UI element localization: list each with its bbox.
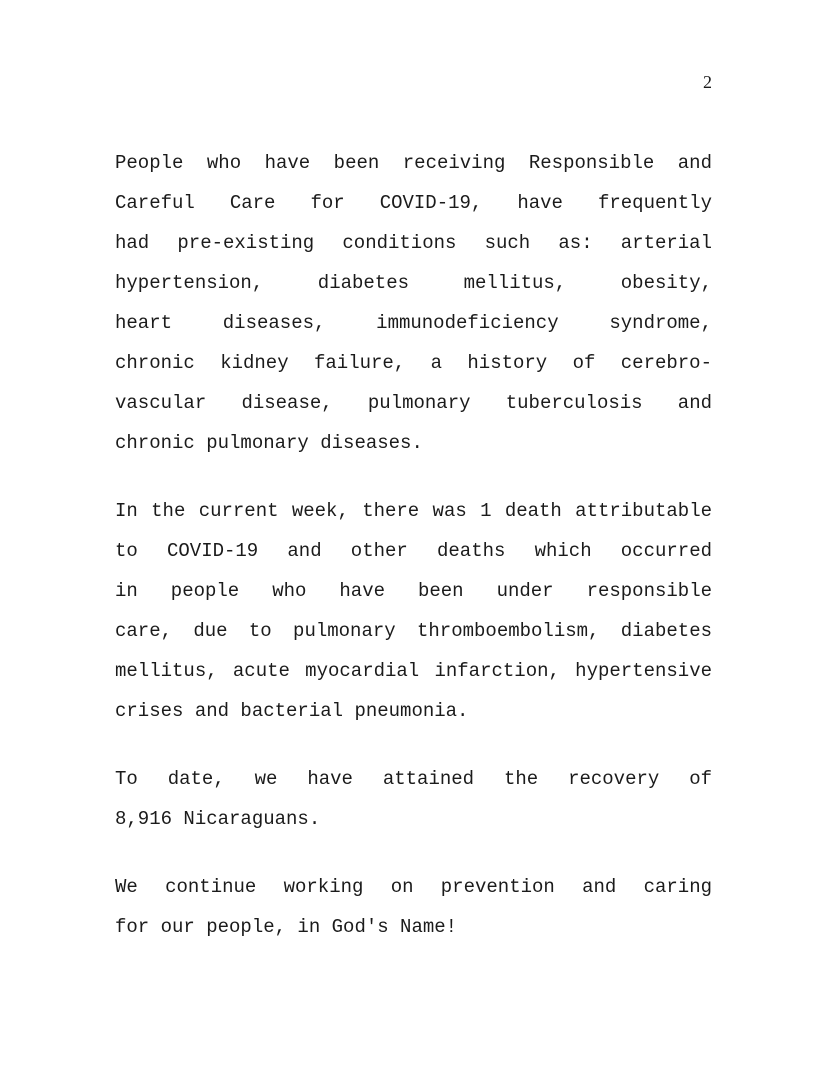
paragraph <box>115 143 712 463</box>
paragraph <box>115 759 712 839</box>
text-line: We continue working on prevention and caring <box>115 876 712 898</box>
text-line: in people who have been under responsible <box>115 580 712 602</box>
text-line: To date, we have attained the recovery of <box>115 768 712 790</box>
text-line: vascular disease, pulmonary tuberculosis and <box>115 392 712 414</box>
text-line: Careful Care for COVID-19, have frequently <box>115 192 712 214</box>
text-line: crises and bacterial pneumonia. <box>115 700 469 722</box>
text-line: In the current week, there was 1 death attributable <box>115 500 712 522</box>
text-line: 8,916 Nicaraguans. <box>115 808 321 830</box>
text-line: heart diseases, immunodeficiency syndrome, <box>115 312 712 334</box>
page-number: 2 <box>703 72 712 92</box>
paragraph <box>115 867 712 947</box>
text-line: had pre-existing conditions such as: arterial <box>115 232 712 254</box>
text-line: chronic kidney failure, a history of cerebro- <box>115 352 712 374</box>
text-line: mellitus, acute myocardial infarction, hypertensive <box>115 660 712 682</box>
document-body <box>115 143 712 975</box>
paragraph <box>115 491 712 731</box>
text-line: care, due to pulmonary thromboembolism, diabetes <box>115 620 712 642</box>
text-line: People who have been receiving Responsible and <box>115 152 712 174</box>
text-line: for our people, in God's Name! <box>115 916 458 938</box>
text-line: hypertension, diabetes mellitus, obesity, <box>115 272 712 294</box>
text-line: chronic pulmonary diseases. <box>115 432 423 454</box>
text-line: to COVID-19 and other deaths which occurred <box>115 540 712 562</box>
